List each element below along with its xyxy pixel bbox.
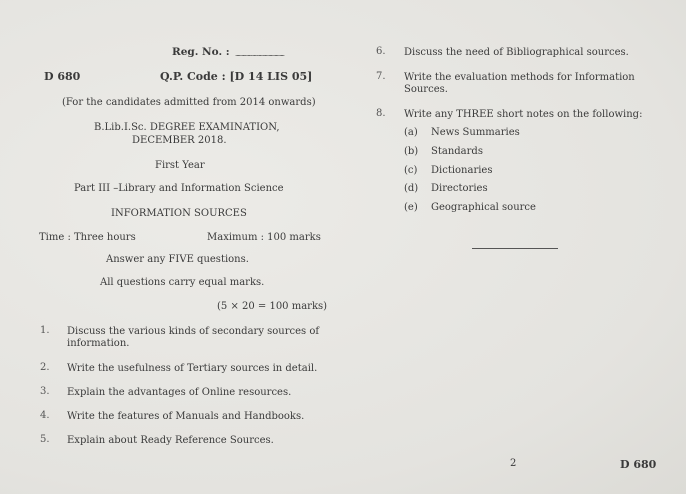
max-marks-label: Maximum : 100 marks (207, 232, 321, 243)
subitem-label: (c) (404, 165, 418, 176)
question-number: 3. (40, 386, 50, 397)
question-number: 8. (376, 108, 386, 119)
question-text: Write the usefulness of Tertiary sources in detail. (67, 363, 318, 374)
question-number: 7. (376, 71, 386, 82)
question-text: Write the features of Manuals and Handbooks. (67, 411, 305, 422)
paper-code: D 680 (44, 70, 81, 83)
end-rule (472, 248, 558, 249)
question-text: Explain the advantages of Online resources. (67, 387, 292, 398)
question-text: Write any THREE short notes on the following: (404, 109, 643, 120)
instruction-equal-marks: All questions carry equal marks. (100, 277, 265, 288)
question-text: Discuss the various kinds of secondary sources of (67, 326, 320, 337)
subitem-label: (a) (404, 127, 418, 138)
subitem-label: (b) (404, 146, 419, 157)
subitem-text: News Summaries (431, 127, 520, 138)
question-text: Discuss the need of Bibliographical sources. (404, 47, 629, 58)
question-number: 1. (40, 325, 50, 336)
subitem-text: Directories (431, 183, 488, 194)
footer-paper-code: D 680 (620, 458, 657, 471)
marks-scheme: (5 × 20 = 100 marks) (217, 301, 328, 312)
reg-no-label: Reg. No. : (172, 46, 230, 58)
subitem-text: Standards (431, 146, 483, 157)
subject-title: INFORMATION SOURCES (111, 208, 247, 219)
question-number: 5. (40, 434, 50, 445)
question-text: Explain about Ready Reference Sources. (67, 435, 274, 446)
qp-code: Q.P. Code : [D 14 LIS 05] (160, 70, 313, 83)
subitem-label: (d) (404, 183, 419, 194)
subitem-text: Geographical source (431, 202, 536, 213)
subitem-label: (e) (404, 202, 418, 213)
year-label: First Year (155, 160, 205, 171)
question-text: Write the evaluation methods for Information (404, 72, 635, 83)
instruction-answer: Answer any FIVE questions. (106, 254, 249, 265)
page-number: 2 (510, 458, 517, 469)
question-text-cont: information. (67, 338, 130, 349)
question-number: 2. (40, 362, 50, 373)
reg-no-dots: ........................................ (235, 50, 285, 58)
question-number: 4. (40, 410, 50, 421)
admitted-note: (For the candidates admitted from 2014 onwards) (62, 97, 316, 108)
subitem-text: Dictionaries (431, 165, 493, 176)
degree-title-line2: DECEMBER 2018. (132, 135, 227, 146)
degree-title-line1: B.Lib.I.Sc. DEGREE EXAMINATION, (94, 122, 280, 133)
question-text-cont: Sources. (404, 84, 448, 95)
part-label: Part III –Library and Information Science (74, 183, 284, 194)
time-label: Time : Three hours (39, 232, 136, 243)
question-number: 6. (376, 46, 386, 57)
